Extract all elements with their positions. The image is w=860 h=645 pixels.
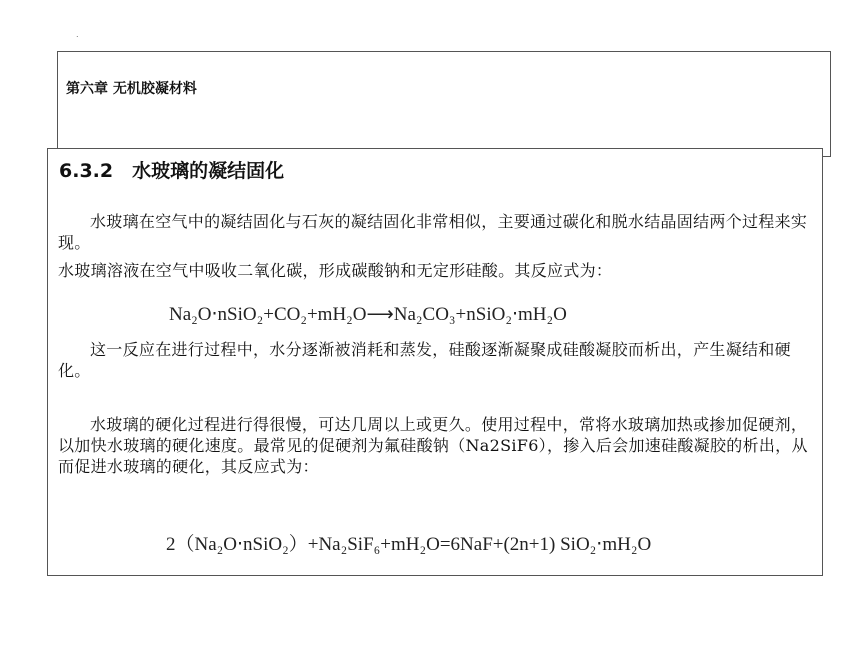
- reaction-formula-carbonation: Na₂O⋅nSiO₂+CO₂+mH₂O⟶Na₂CO₃+nSiO₂⋅mH₂O: [169, 304, 567, 325]
- page-marker: .: [76, 30, 79, 39]
- content-panel: [47, 148, 823, 576]
- section-title: 6.3.2 水玻璃的凝结固化: [59, 160, 285, 182]
- paragraph-carbonation-intro: 水玻璃在空气中的凝结固化与石灰的凝结固化非常相似，主要通过碳化和脱水结晶固结两个过程来实现。: [58, 212, 808, 252]
- reaction-formula-accelerator: 2（Na₂O⋅nSiO₂）+Na₂SiF₆+mH₂O=6NaF+(2n+1) SiO₂⋅mH₂O: [166, 534, 652, 555]
- paragraph-hardening: 水玻璃的硬化过程进行得很慢，可达几周以上或更久。使用过程中，常将水玻璃加热或掺加促硬剂，以加快水玻璃的硬化速度。最常见的促硬剂为氟硅酸钠（Na2SiF6），掺入后会加速硅酸凝胶的析出，从而促进水玻璃的硬化，其反应式为：: [58, 415, 808, 476]
- paragraph-reaction-intro: 水玻璃溶液在空气中吸收二氧化碳，形成碳酸钠和无定形硅酸。其反应式为：: [58, 261, 613, 280]
- chapter-title: 第六章 无机胶凝材料: [66, 81, 197, 97]
- paragraph-reaction-process: 这一反应在进行过程中，水分逐渐被消耗和蒸发，硅酸逐渐凝聚成硅酸凝胶而析出，产生凝结和硬化。: [58, 340, 791, 380]
- chapter-header: [57, 51, 831, 157]
